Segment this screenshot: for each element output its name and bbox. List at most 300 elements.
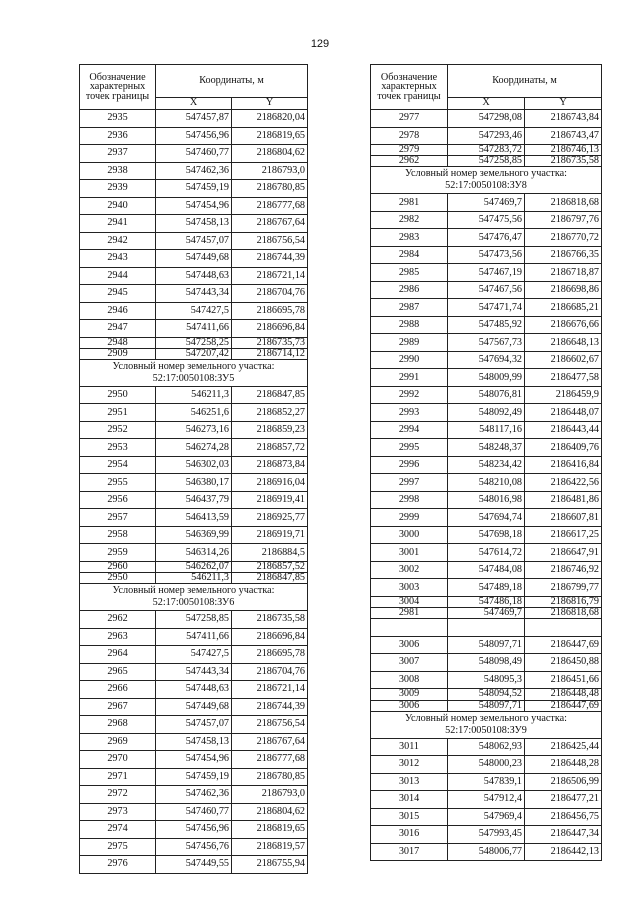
section-title: Условный номер земельного участка: 52:17:0050108:ЗУ5	[80, 359, 308, 386]
table-row	[80, 544, 308, 562]
table-row	[371, 689, 602, 700]
x-coordinate-cell: 547443,34	[156, 663, 232, 681]
y-coordinate-cell: 2186756,54	[232, 716, 308, 734]
point-id-cell: 2948	[80, 337, 156, 348]
point-id-cell: 2979	[371, 145, 448, 156]
x-coordinate-cell: 547411,66	[156, 628, 232, 646]
y-coordinate-cell: 2186873,84	[232, 456, 308, 474]
y-coordinate-cell: 2186744,39	[232, 698, 308, 716]
table-row	[80, 698, 308, 716]
table-row	[371, 826, 602, 844]
point-id-cell: 2981	[371, 194, 448, 212]
x-coordinate-cell: 547473,56	[448, 246, 525, 264]
y-coordinate-cell: 2186456,75	[525, 808, 602, 826]
table-row	[371, 229, 602, 247]
x-coordinate-cell: 547484,08	[448, 561, 525, 579]
header-x: X	[448, 98, 525, 110]
y-coordinate-cell: 2186847,85	[232, 573, 308, 584]
y-coordinate-cell: 2186718,87	[525, 264, 602, 282]
y-coordinate-cell: 2186735,58	[232, 611, 308, 629]
header-point-label: Обозначение характерных точек границы	[80, 65, 156, 110]
y-coordinate-cell: 2186602,67	[525, 351, 602, 369]
x-coordinate-cell: 548094,52	[448, 689, 525, 700]
table-row	[371, 756, 602, 774]
table-row	[371, 808, 602, 826]
table-row	[80, 646, 308, 664]
point-id-cell: 3006	[371, 636, 448, 654]
x-coordinate-cell: 547298,08	[448, 110, 525, 128]
x-coordinate-cell: 547467,19	[448, 264, 525, 282]
x-coordinate-cell: 547912,4	[448, 791, 525, 809]
y-coordinate-cell: 2186481,86	[525, 491, 602, 509]
table-row	[80, 250, 308, 268]
table-row	[80, 786, 308, 804]
table-row	[371, 619, 602, 637]
x-coordinate-cell: 547454,96	[156, 751, 232, 769]
y-coordinate-cell: 2186780,85	[232, 180, 308, 198]
table-row	[371, 334, 602, 352]
table-row	[371, 264, 602, 282]
y-coordinate-cell: 2186793,0	[232, 786, 308, 804]
table-row	[371, 127, 602, 145]
table-row	[371, 671, 602, 689]
y-coordinate-cell: 2186819,57	[232, 838, 308, 856]
point-id-cell: 2982	[371, 211, 448, 229]
table-row	[80, 491, 308, 509]
y-coordinate-cell: 2186676,66	[525, 316, 602, 334]
table-row	[371, 738, 602, 756]
x-coordinate-cell: 547443,34	[156, 285, 232, 303]
y-coordinate-cell: 2186696,84	[232, 320, 308, 338]
point-id-cell: 2954	[80, 456, 156, 474]
x-coordinate-cell: 547456,76	[156, 838, 232, 856]
point-id-cell: 2998	[371, 491, 448, 509]
table-row	[80, 232, 308, 250]
point-id-cell: 2974	[80, 821, 156, 839]
point-id-cell: 2967	[80, 698, 156, 716]
point-id-cell: 3008	[371, 671, 448, 689]
y-coordinate-cell: 2186506,99	[525, 773, 602, 791]
point-id-cell: 2957	[80, 509, 156, 527]
coordinates-table-left	[79, 64, 308, 874]
section-title: Условный номер земельного участка: 52:17:0050108:ЗУ9	[371, 711, 602, 738]
y-coordinate-cell: 2186450,88	[525, 654, 602, 672]
x-coordinate-cell: 547460,77	[156, 803, 232, 821]
y-coordinate-cell: 2186770,72	[525, 229, 602, 247]
y-coordinate-cell: 2186756,54	[232, 232, 308, 250]
y-coordinate-cell: 2186607,81	[525, 509, 602, 527]
x-coordinate-cell: 547694,74	[448, 509, 525, 527]
point-id-cell: 2966	[80, 681, 156, 699]
point-id-cell: 3001	[371, 544, 448, 562]
x-coordinate-cell: 548076,81	[448, 386, 525, 404]
table-row	[371, 421, 602, 439]
table-row	[80, 456, 308, 474]
x-coordinate-cell: 547475,56	[448, 211, 525, 229]
x-coordinate-cell: 546380,17	[156, 474, 232, 492]
x-coordinate-cell: 547411,66	[156, 320, 232, 338]
point-id-cell: 3011	[371, 738, 448, 756]
x-coordinate-cell: 546314,26	[156, 544, 232, 562]
x-coordinate-cell: 546302,03	[156, 456, 232, 474]
y-coordinate-cell: 2186477,21	[525, 791, 602, 809]
table-row	[80, 421, 308, 439]
x-coordinate-cell: 546211,3	[156, 573, 232, 584]
point-id-cell	[371, 619, 448, 637]
y-coordinate-cell: 2186647,91	[525, 544, 602, 562]
y-coordinate-cell: 2186704,76	[232, 285, 308, 303]
y-coordinate-cell: 2186704,76	[232, 663, 308, 681]
y-coordinate-cell: 2186416,84	[525, 456, 602, 474]
point-id-cell: 2969	[80, 733, 156, 751]
y-coordinate-cell: 2186447,34	[525, 826, 602, 844]
y-coordinate-cell: 2186696,84	[232, 628, 308, 646]
point-id-cell: 2955	[80, 474, 156, 492]
x-coordinate-cell: 548062,93	[448, 738, 525, 756]
x-coordinate-cell: 547427,5	[156, 302, 232, 320]
table-row	[80, 145, 308, 163]
point-id-cell: 3013	[371, 773, 448, 791]
x-coordinate-cell: 548092,49	[448, 404, 525, 422]
header-y: Y	[525, 98, 602, 110]
point-id-cell: 2944	[80, 267, 156, 285]
point-id-cell: 2962	[371, 156, 448, 167]
x-coordinate-cell: 547283,72	[448, 145, 525, 156]
y-coordinate-cell: 2186746,13	[525, 145, 602, 156]
x-coordinate-cell: 548117,16	[448, 421, 525, 439]
point-id-cell: 2987	[371, 299, 448, 317]
point-id-cell: 2959	[80, 544, 156, 562]
header-point-label: Обозначение характерных точек границы	[371, 65, 448, 110]
table-row	[80, 110, 308, 128]
point-id-cell: 2985	[371, 264, 448, 282]
point-id-cell: 3002	[371, 561, 448, 579]
y-coordinate-cell: 2186819,65	[232, 821, 308, 839]
table-row	[371, 700, 602, 711]
y-coordinate-cell: 2186447,69	[525, 700, 602, 711]
y-coordinate-cell: 2186448,28	[525, 756, 602, 774]
point-id-cell: 2989	[371, 334, 448, 352]
y-coordinate-cell: 2186857,72	[232, 439, 308, 457]
table-row	[371, 211, 602, 229]
y-coordinate-cell: 2186425,44	[525, 738, 602, 756]
section-title: Условный номер земельного участка: 52:17:0050108:ЗУ6	[80, 584, 308, 611]
point-id-cell: 2977	[371, 110, 448, 128]
x-coordinate-cell: 547207,42	[156, 348, 232, 359]
y-coordinate-cell: 2186819,65	[232, 127, 308, 145]
point-id-cell: 2984	[371, 246, 448, 264]
table-row	[371, 316, 602, 334]
point-id-cell: 2991	[371, 369, 448, 387]
section-title: Условный номер земельного участка: 52:17:0050108:ЗУ8	[371, 167, 602, 194]
table-row	[371, 386, 602, 404]
table-row	[371, 791, 602, 809]
x-coordinate-cell: 547485,92	[448, 316, 525, 334]
y-coordinate-cell: 2186916,04	[232, 474, 308, 492]
x-coordinate-cell: 547456,96	[156, 127, 232, 145]
y-coordinate-cell: 2186777,68	[232, 197, 308, 215]
x-coordinate-cell: 547293,46	[448, 127, 525, 145]
x-coordinate-cell: 546274,28	[156, 439, 232, 457]
y-coordinate-cell: 2186409,76	[525, 439, 602, 457]
y-coordinate-cell: 2186743,47	[525, 127, 602, 145]
page-number: 129	[310, 38, 330, 50]
table-row	[80, 561, 308, 572]
x-coordinate-cell: 547462,36	[156, 786, 232, 804]
table-row	[80, 821, 308, 839]
section-row	[371, 167, 602, 194]
header-y: Y	[232, 98, 308, 110]
x-coordinate-cell: 547462,36	[156, 162, 232, 180]
table-row	[80, 320, 308, 338]
table-row	[80, 180, 308, 198]
y-coordinate-cell: 2186919,71	[232, 526, 308, 544]
y-coordinate-cell: 2186804,62	[232, 145, 308, 163]
x-coordinate-cell: 547469,7	[448, 194, 525, 212]
y-coordinate-cell: 2186721,14	[232, 681, 308, 699]
table-row	[371, 351, 602, 369]
point-id-cell: 2956	[80, 491, 156, 509]
point-id-cell: 2942	[80, 232, 156, 250]
y-coordinate-cell: 2186721,14	[232, 267, 308, 285]
x-coordinate-cell: 547839,1	[448, 773, 525, 791]
point-id-cell: 2952	[80, 421, 156, 439]
y-coordinate-cell: 2186884,5	[232, 544, 308, 562]
point-id-cell: 3006	[371, 700, 448, 711]
table-row	[80, 337, 308, 348]
table-row	[80, 302, 308, 320]
x-coordinate-cell: 548009,99	[448, 369, 525, 387]
table-row	[80, 573, 308, 584]
x-coordinate-cell: 546273,16	[156, 421, 232, 439]
x-coordinate-cell: 547258,85	[448, 156, 525, 167]
point-id-cell: 2945	[80, 285, 156, 303]
point-id-cell: 2981	[371, 608, 448, 619]
table-row	[371, 636, 602, 654]
y-coordinate-cell: 2186777,68	[232, 751, 308, 769]
y-coordinate-cell: 2186698,86	[525, 281, 602, 299]
point-id-cell: 3004	[371, 596, 448, 607]
y-coordinate-cell: 2186447,69	[525, 636, 602, 654]
x-coordinate-cell: 547258,85	[156, 611, 232, 629]
point-id-cell: 2951	[80, 404, 156, 422]
table-row	[371, 369, 602, 387]
table-row	[80, 267, 308, 285]
x-coordinate-cell: 547467,56	[448, 281, 525, 299]
table-row	[371, 608, 602, 619]
table-row	[80, 474, 308, 492]
x-coordinate-cell: 547489,18	[448, 579, 525, 597]
section-row	[80, 584, 308, 611]
table-row	[371, 561, 602, 579]
point-id-cell: 2941	[80, 215, 156, 233]
table-row	[371, 526, 602, 544]
y-coordinate-cell: 2186685,21	[525, 299, 602, 317]
point-id-cell: 2986	[371, 281, 448, 299]
table-row	[371, 474, 602, 492]
x-coordinate-cell: 548098,49	[448, 654, 525, 672]
point-id-cell: 2988	[371, 316, 448, 334]
table-row	[80, 127, 308, 145]
x-coordinate-cell: 547969,4	[448, 808, 525, 826]
y-coordinate-cell: 2186442,13	[525, 843, 602, 861]
table-row	[371, 145, 602, 156]
table-row	[80, 751, 308, 769]
y-coordinate-cell: 2186714,12	[232, 348, 308, 359]
x-coordinate-cell: 547459,19	[156, 768, 232, 786]
x-coordinate-cell: 547698,18	[448, 526, 525, 544]
y-coordinate-cell: 2186695,78	[232, 302, 308, 320]
point-id-cell: 3017	[371, 843, 448, 861]
table-row	[80, 348, 308, 359]
y-coordinate-cell: 2186735,73	[232, 337, 308, 348]
x-coordinate-cell: 547694,32	[448, 351, 525, 369]
y-coordinate-cell: 2186766,35	[525, 246, 602, 264]
header-coordinates: Координаты, м	[448, 65, 602, 98]
x-coordinate-cell: 546262,07	[156, 561, 232, 572]
point-id-cell: 2943	[80, 250, 156, 268]
y-coordinate-cell: 2186755,94	[232, 856, 308, 874]
point-id-cell: 2995	[371, 439, 448, 457]
point-id-cell: 2965	[80, 663, 156, 681]
point-id-cell: 2996	[371, 456, 448, 474]
table-row	[371, 509, 602, 527]
x-coordinate-cell: 547456,96	[156, 821, 232, 839]
x-coordinate-cell: 546413,59	[156, 509, 232, 527]
table-row	[80, 439, 308, 457]
x-coordinate-cell: 547448,63	[156, 267, 232, 285]
table-row	[80, 803, 308, 821]
x-coordinate-cell: 546251,6	[156, 404, 232, 422]
y-coordinate-cell: 2186797,76	[525, 211, 602, 229]
y-coordinate-cell: 2186820,04	[232, 110, 308, 128]
point-id-cell: 2947	[80, 320, 156, 338]
table-row	[371, 773, 602, 791]
table-row	[371, 110, 602, 128]
table-row	[80, 716, 308, 734]
x-coordinate-cell: 547460,77	[156, 145, 232, 163]
y-coordinate-cell: 2186648,13	[525, 334, 602, 352]
x-coordinate-cell: 547458,13	[156, 733, 232, 751]
point-id-cell: 2963	[80, 628, 156, 646]
x-coordinate-cell: 547454,96	[156, 197, 232, 215]
table-row	[371, 299, 602, 317]
table-row	[371, 596, 602, 607]
table-row	[371, 246, 602, 264]
y-coordinate-cell: 2186804,62	[232, 803, 308, 821]
table-row	[371, 579, 602, 597]
header-x: X	[156, 98, 232, 110]
point-id-cell: 2973	[80, 803, 156, 821]
y-coordinate-cell: 2186799,77	[525, 579, 602, 597]
point-id-cell: 3014	[371, 791, 448, 809]
table-row	[80, 162, 308, 180]
point-id-cell: 2976	[80, 856, 156, 874]
point-id-cell: 3009	[371, 689, 448, 700]
table-row	[371, 654, 602, 672]
point-id-cell: 2992	[371, 386, 448, 404]
y-coordinate-cell: 2186818,68	[525, 194, 602, 212]
point-id-cell: 2937	[80, 145, 156, 163]
point-id-cell: 2946	[80, 302, 156, 320]
y-coordinate-cell: 2186767,64	[232, 215, 308, 233]
point-id-cell: 2994	[371, 421, 448, 439]
y-coordinate-cell: 2186925,77	[232, 509, 308, 527]
point-id-cell: 2909	[80, 348, 156, 359]
point-id-cell: 2993	[371, 404, 448, 422]
y-coordinate-cell: 2186448,07	[525, 404, 602, 422]
point-id-cell: 2950	[80, 573, 156, 584]
table-row	[80, 681, 308, 699]
point-id-cell: 2990	[371, 351, 448, 369]
table-row	[80, 526, 308, 544]
x-coordinate-cell: 548234,42	[448, 456, 525, 474]
point-id-cell: 2971	[80, 768, 156, 786]
table-row	[371, 156, 602, 167]
y-coordinate-cell: 2186818,68	[525, 608, 602, 619]
y-coordinate-cell: 2186816,79	[525, 596, 602, 607]
point-id-cell: 3000	[371, 526, 448, 544]
point-id-cell: 2970	[80, 751, 156, 769]
y-coordinate-cell: 2186695,78	[232, 646, 308, 664]
point-id-cell: 2950	[80, 386, 156, 404]
point-id-cell: 2953	[80, 439, 156, 457]
y-coordinate-cell: 2186443,44	[525, 421, 602, 439]
y-coordinate-cell: 2186847,85	[232, 386, 308, 404]
y-coordinate-cell: 2186735,58	[525, 156, 602, 167]
point-id-cell: 2999	[371, 509, 448, 527]
table-row	[80, 856, 308, 874]
point-id-cell: 3016	[371, 826, 448, 844]
table-row	[80, 386, 308, 404]
y-coordinate-cell: 2186852,27	[232, 404, 308, 422]
point-id-cell: 2997	[371, 474, 448, 492]
x-coordinate-cell: 548000,23	[448, 756, 525, 774]
point-id-cell: 2940	[80, 197, 156, 215]
x-coordinate-cell: 547471,74	[448, 299, 525, 317]
table-row	[371, 843, 602, 861]
y-coordinate-cell: 2186780,85	[232, 768, 308, 786]
x-coordinate-cell: 546369,99	[156, 526, 232, 544]
y-coordinate-cell: 2186451,66	[525, 671, 602, 689]
x-coordinate-cell: 547567,73	[448, 334, 525, 352]
table-row	[80, 733, 308, 751]
section-row	[80, 359, 308, 386]
table-row	[80, 404, 308, 422]
x-coordinate-cell: 547476,47	[448, 229, 525, 247]
point-id-cell: 2938	[80, 162, 156, 180]
x-coordinate-cell: 547449,68	[156, 250, 232, 268]
table-row	[371, 491, 602, 509]
x-coordinate-cell: 547457,07	[156, 232, 232, 250]
section-row	[371, 711, 602, 738]
table-row	[80, 838, 308, 856]
table-row	[371, 456, 602, 474]
y-coordinate-cell: 2186743,84	[525, 110, 602, 128]
x-coordinate-cell: 548006,77	[448, 843, 525, 861]
x-coordinate-cell: 547459,19	[156, 180, 232, 198]
y-coordinate-cell: 2186767,64	[232, 733, 308, 751]
y-coordinate-cell: 2186422,56	[525, 474, 602, 492]
x-coordinate-cell: 547993,45	[448, 826, 525, 844]
table-row	[80, 215, 308, 233]
x-coordinate-cell: 548210,08	[448, 474, 525, 492]
x-coordinate-cell: 548016,98	[448, 491, 525, 509]
point-id-cell: 2968	[80, 716, 156, 734]
table-row	[371, 439, 602, 457]
point-id-cell: 3015	[371, 808, 448, 826]
table-row	[80, 197, 308, 215]
